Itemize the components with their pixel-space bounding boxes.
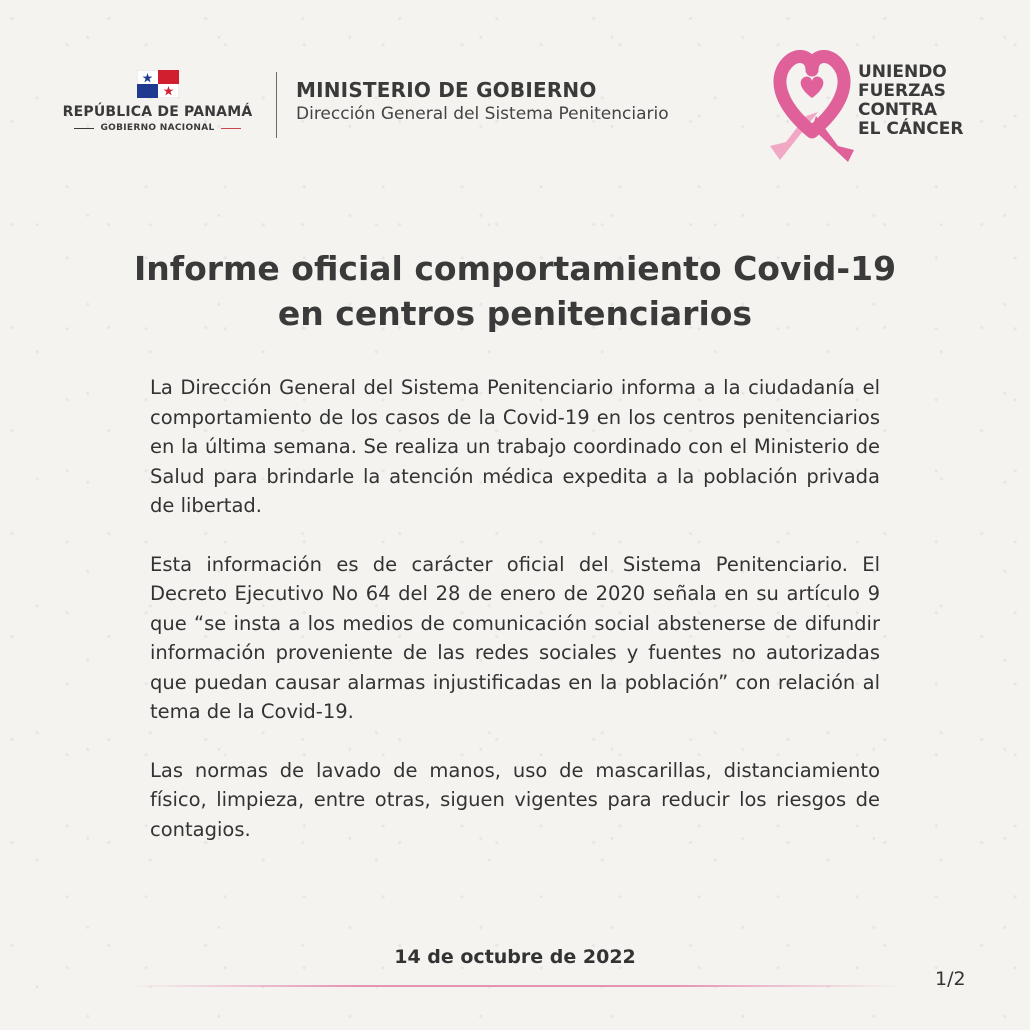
divider-line [221, 128, 241, 129]
page-title [60, 246, 970, 336]
republic-logo [55, 70, 260, 133]
title-line: en centros penitenciarios [277, 294, 753, 333]
footer-rule [130, 985, 900, 987]
republic-subtitle [55, 123, 260, 133]
paragraph: Las normas de lavado de manos, uso de mascarillas, distanciamiento físico, limpieza, entre otras, siguen vigentes para reducir los riesgos de contagios. [150, 758, 880, 841]
ministry-subtitle: Dirección General del Sistema Penitenciario [296, 104, 669, 124]
campaign-text [858, 63, 963, 139]
body-text [150, 373, 880, 873]
campaign-line: UNIENDO [858, 62, 947, 82]
paragraph: La Dirección General del Sistema Penitenciario informa a la ciudadanía el comportamiento de los casos de la Covid-19 en los centros penitenciarios en la última semana. Se realiza un trabajo coordinado con el Ministerio de Salud para brindarle la atención médica expedita a la población privada de libertad. [150, 376, 880, 517]
page-indicator: 1/2 [935, 968, 966, 990]
header [0, 0, 1030, 180]
campaign-line: EL CÁNCER [858, 119, 964, 139]
paragraph: Esta información es de carácter oficial del Sistema Penitenciario. El Decreto Ejecutivo No 64 del 28 de enero de 2020 señala en su artículo 9 que “se insta a los medios de comunicación social abstenerse de difundir información proveniente de las redes sociales y fuentes no autorizadas que puedan causar alarmas injustificadas en la población” con relación al tema de la Covid-19. [150, 552, 880, 723]
title-line: Informe oficial comportamiento Covid-19 [133, 249, 897, 288]
header-divider [276, 72, 277, 138]
campaign-line: CONTRA [858, 100, 937, 120]
divider-line [74, 128, 94, 129]
panama-flag-icon [137, 70, 179, 98]
pink-ribbon-heart-icon [766, 50, 858, 165]
date-label: 14 de octubre de 2022 [394, 946, 636, 968]
ministry-title: MINISTERIO DE GOBIERNO [296, 78, 597, 102]
republic-title: REPÚBLICA DE PANAMÁ [62, 104, 253, 120]
ministry-block [296, 78, 669, 124]
campaign-line: FUERZAS [858, 81, 946, 101]
republic-subtitle-text: GOBIERNO NACIONAL [100, 123, 215, 133]
